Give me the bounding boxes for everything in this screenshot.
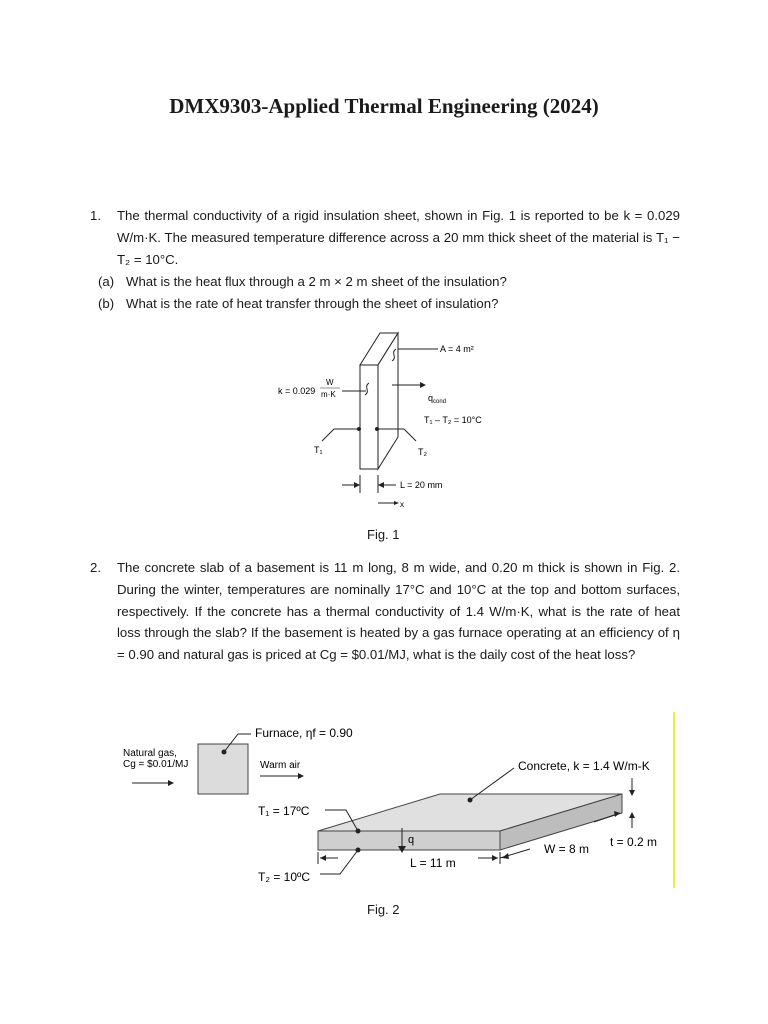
k-label: k = 0.029 [278,386,316,396]
area-label: A = 4 m² [440,344,474,354]
question-number: 1. [90,208,101,223]
q-label: $q_{cond}$ [428,393,447,405]
figure-2 [110,712,690,892]
part-text: What is the heat flux through a 2 m × 2 m sheet of the insulation? [126,274,507,289]
k-units-num: W [326,378,334,387]
question-number: 2. [90,560,101,575]
width-label: W = 8 m [544,842,590,856]
part-text: What is the rate of heat transfer through the sheet of insulation? [126,296,499,311]
t1-label: T₁ [314,445,323,455]
furnace-label: Furnace, ηf = 0.90 [255,726,353,740]
question-1-part-a [98,271,507,293]
part-label: (b) [98,296,115,311]
figure-2-caption: Fig. 2 [367,902,400,917]
question-text: The thermal conductivity of a rigid insulation sheet, shown in Fig. 1 is reported to be k = 0.029 W/m·K. The measured temperature difference across a 20 mm thick sheet of the material is T₁ − T₂ = 10°C. [117,208,680,267]
t2-label: T₂ = 10ºC [258,870,311,884]
gas-label-line1: Natural gas, [123,748,177,759]
t2-label: T₂ [418,447,427,457]
q-label: q [408,834,415,846]
delta-t-label: T₁ – T₂ = 10°C [424,415,482,425]
concrete-label: Concrete, k = 1.4 W/m-K [518,759,650,773]
question-2 [90,557,680,666]
figure-1-caption: Fig. 1 [367,527,400,542]
warm-air-label: Warm air [260,760,301,771]
x-axis-label: x [400,500,404,509]
part-label: (a) [98,274,115,289]
length-label: L = 11 m [410,856,456,870]
sheet-front [360,365,378,469]
document-title: DMX9303-Applied Thermal Engineering (2024) [169,94,599,118]
question-1-part-b [98,293,498,315]
t1-label: T₁ = 17ºC [258,804,310,818]
question-1 [90,205,680,270]
question-text: The concrete slab of a basement is 11 m long, 8 m wide, and 0.20 m thick is shown in Fig. 2. During the winter, temperatures are nominally 17°C and 10°C at the top and bottom surfaces, respectively. If the concrete has a thermal conductivity of 1.4 W/m·K, what is the rate of heat loss through the slab? If the basement is heated by a gas furnace operating at an efficiency of η = 0.90 and natural gas is priced at Cg = $0.01/MJ, what is the daily cost of the heat loss? [117,560,680,663]
thickness-label: L = 20 mm [400,480,443,490]
figure-1 [270,325,510,515]
k-units-den: m·K [321,390,336,399]
thickness-label: t = 0.2 m [610,835,658,849]
gas-label-line2: Cg = $0.01/MJ [123,759,189,770]
